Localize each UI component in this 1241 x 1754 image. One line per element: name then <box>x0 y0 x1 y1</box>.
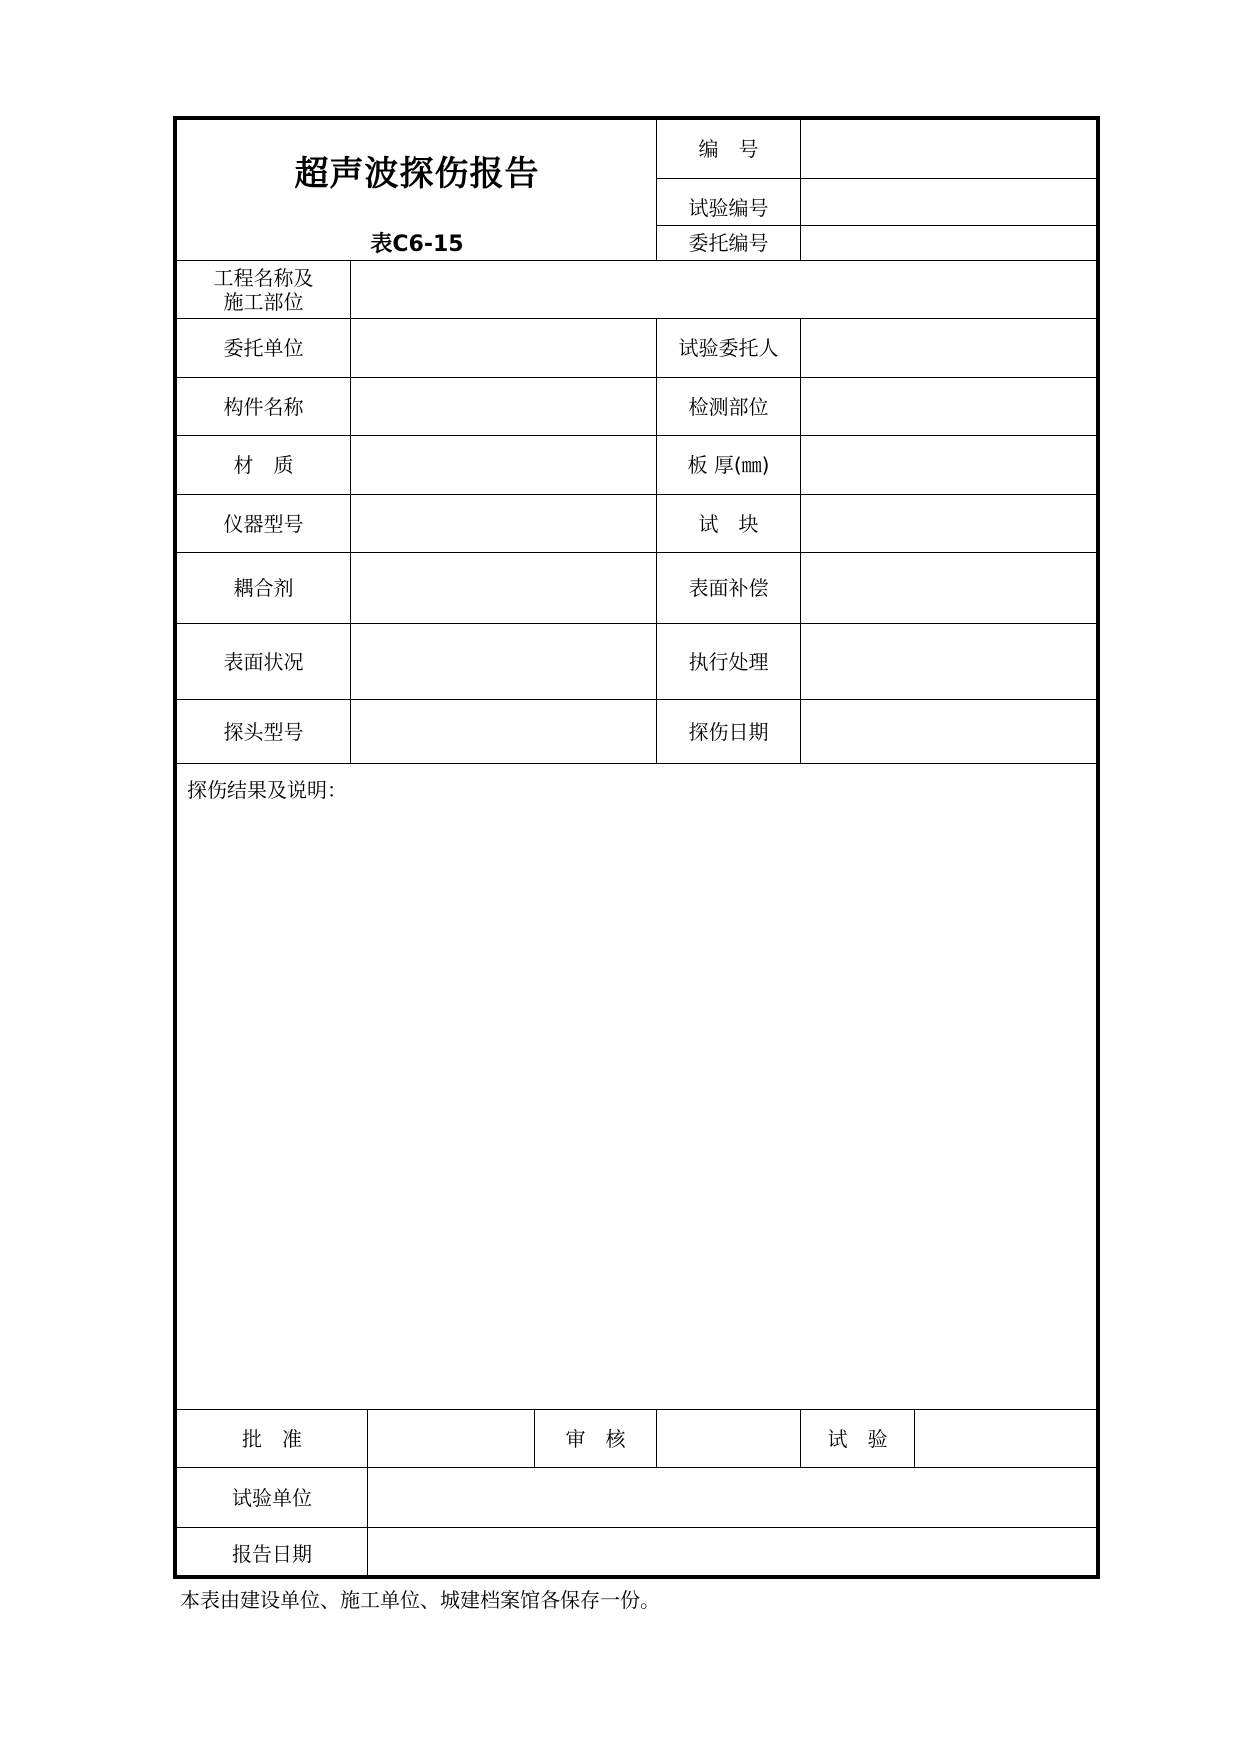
report-date-field[interactable] <box>368 1528 1100 1579</box>
surface-compensation-label: 表面补偿 <box>657 553 801 624</box>
plate-thickness-field[interactable] <box>801 436 1100 495</box>
post-treatment-label: 执行处理 <box>657 624 801 700</box>
probe-model-label: 探头型号 <box>177 700 351 764</box>
couplant-field[interactable] <box>351 553 657 624</box>
plate-thickness-label: 板 厚(㎜) <box>657 436 801 495</box>
component-name-label: 构件名称 <box>177 378 351 436</box>
inspection-date-field[interactable] <box>801 700 1100 764</box>
report-form <box>173 116 1100 1579</box>
test-field[interactable] <box>915 1410 1100 1468</box>
project-label-line2: 施工部位 <box>223 289 304 314</box>
inspection-date-label: 探伤日期 <box>657 700 801 764</box>
client-person-label: 试验委托人 <box>657 319 801 378</box>
test-location-field[interactable] <box>801 378 1100 436</box>
test-number-label: 试验编号 <box>657 179 801 226</box>
commission-number-field[interactable] <box>801 226 1100 261</box>
instrument-model-field[interactable] <box>351 495 657 553</box>
test-number-field[interactable] <box>801 179 1100 226</box>
results-label: 探伤结果及说明： <box>187 778 347 802</box>
number-label: 编 号 <box>657 120 801 179</box>
surface-condition-field[interactable] <box>351 624 657 700</box>
material-field[interactable] <box>351 436 657 495</box>
approve-field[interactable] <box>368 1410 535 1468</box>
test-unit-field[interactable] <box>368 1468 1100 1528</box>
review-field[interactable] <box>657 1410 801 1468</box>
form-code: 表C6-15 <box>370 232 464 257</box>
test-block-label: 试 块 <box>657 495 801 553</box>
client-person-field[interactable] <box>801 319 1100 378</box>
surface-compensation-field[interactable] <box>801 553 1100 624</box>
client-unit-field[interactable] <box>351 319 657 378</box>
surface-condition-label: 表面状况 <box>177 624 351 700</box>
post-treatment-field[interactable] <box>801 624 1100 700</box>
material-label: 材 质 <box>177 436 351 495</box>
couplant-label: 耦合剂 <box>177 553 351 624</box>
project-label <box>177 261 351 319</box>
results-area[interactable] <box>177 764 1100 1410</box>
probe-model-field[interactable] <box>351 700 657 764</box>
component-name-field[interactable] <box>351 378 657 436</box>
report-date-label: 报告日期 <box>177 1528 368 1579</box>
title-cell <box>177 120 657 261</box>
test-location-label: 检测部位 <box>657 378 801 436</box>
test-unit-label: 试验单位 <box>177 1468 368 1528</box>
number-field[interactable] <box>801 120 1100 179</box>
instrument-model-label: 仪器型号 <box>177 495 351 553</box>
test-block-field[interactable] <box>801 495 1100 553</box>
commission-number-label: 委托编号 <box>657 226 801 261</box>
test-label: 试 验 <box>801 1410 915 1468</box>
client-unit-label: 委托单位 <box>177 319 351 378</box>
approve-label: 批 准 <box>177 1410 368 1468</box>
project-field[interactable] <box>351 261 1100 319</box>
review-label: 审 核 <box>535 1410 657 1468</box>
page-title: 超声波探伤报告 <box>294 154 540 194</box>
footnote: 本表由建设单位、施工单位、城建档案馆各保存一份。 <box>180 1588 660 1612</box>
project-label-line1: 工程名称及 <box>213 265 314 290</box>
